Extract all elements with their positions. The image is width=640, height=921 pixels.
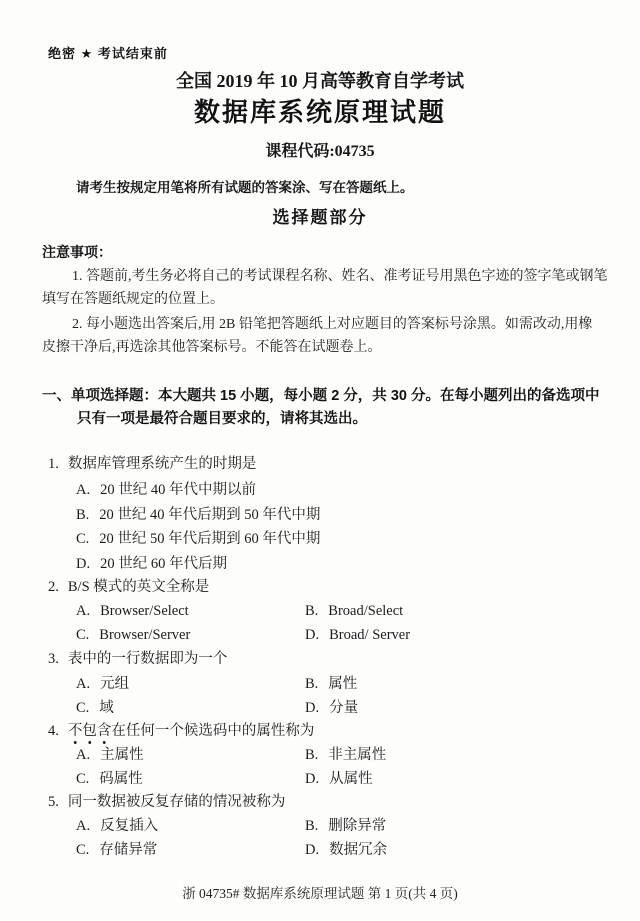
- question-1-stem: [48, 455, 256, 473]
- exam-session-title: 全国 2019 年 10 月高等教育自学考试: [176, 71, 464, 91]
- option-text: 分量: [329, 700, 359, 716]
- section-part-title: 选择题部分: [272, 208, 368, 227]
- security-classification-label: 绝密 ★ 考试结束前: [48, 46, 168, 61]
- question-stem-text: 在任何一个候选码中的属性称为: [111, 723, 315, 739]
- question-number: 5.: [48, 794, 59, 810]
- option-label: A.: [76, 603, 91, 619]
- option-text: Broad/ Server: [329, 627, 411, 643]
- question-5-stem: [48, 793, 285, 811]
- course-code: 课程代码:04735: [265, 143, 375, 160]
- question-2-option-d: [305, 626, 410, 644]
- option-text: 码属性: [99, 771, 143, 787]
- candidate-instruction: 请考生按规定用笔将所有试题的答案涂、写在答题纸上。: [76, 180, 414, 195]
- question-1-option-b: [76, 506, 320, 524]
- note-2-line-2: 皮擦干净后,再选涂其他答案标号。不能答在试题卷上。: [42, 340, 382, 355]
- question-stem-text: 同一数据被反复存储的情况被称为: [67, 794, 286, 810]
- option-text: 非主属性: [328, 747, 387, 763]
- question-5-option-a: [76, 817, 158, 835]
- option-label: D.: [76, 556, 91, 572]
- question-3-option-b: [305, 675, 357, 693]
- option-text: 主属性: [100, 747, 144, 763]
- question-2-option-a: [76, 602, 189, 620]
- section-one-heading-line-1: 一、单项选择题：本大题共 15 小题，每小题 2 分，共 30 分。在每小题列出的备选项中: [42, 388, 600, 404]
- option-text: 20 世纪 60 年代后期: [100, 556, 227, 572]
- question-5-option-d: [305, 841, 387, 859]
- question-stem-text: 数据库管理系统产生的时期是: [67, 456, 257, 472]
- note-1-line-2: 填写在答题纸规定的位置上。: [42, 292, 224, 307]
- notes-heading: 注意事项：: [42, 244, 112, 260]
- note-2-line-1: 2. 每小题选出答案后,用 2B 铅笔把答题纸上对应题目的答案标号涂黑。如需改动,用橡: [72, 317, 593, 332]
- option-label: C.: [76, 700, 90, 716]
- question-4-option-d: [305, 770, 373, 788]
- option-text: 数据冗余: [329, 842, 388, 858]
- option-label: C.: [76, 531, 90, 547]
- question-2-option-b: [305, 602, 403, 620]
- option-text: Broad/Select: [328, 603, 404, 619]
- question-4-stem: [48, 722, 314, 745]
- option-label: D.: [305, 842, 320, 858]
- option-label: D.: [305, 771, 320, 787]
- question-3-option-c: [76, 699, 114, 717]
- option-label: B.: [305, 676, 319, 692]
- question-5-option-b: [305, 817, 386, 835]
- question-stem-text: B/S 模式的英文全称是: [67, 579, 210, 595]
- question-number: 1.: [48, 456, 59, 472]
- option-text: Browser/Server: [99, 627, 191, 643]
- option-text: 元组: [100, 676, 130, 692]
- question-number: 4.: [48, 723, 59, 739]
- option-label: C.: [76, 627, 90, 643]
- page-footer: 浙 04735# 数据库系统原理试题 第 1 页(共 4 页): [182, 886, 458, 901]
- option-label: C.: [76, 842, 90, 858]
- option-label: B.: [305, 747, 319, 763]
- option-text: Browser/Select: [100, 603, 189, 619]
- option-label: C.: [76, 771, 90, 787]
- option-label: B.: [305, 818, 319, 834]
- option-label: D.: [305, 700, 320, 716]
- option-label: D.: [305, 627, 320, 643]
- question-5-option-c: [76, 841, 157, 859]
- question-2-option-c: [76, 626, 190, 644]
- question-1-option-a: [76, 481, 256, 499]
- option-label: B.: [305, 603, 319, 619]
- option-label: B.: [76, 507, 90, 523]
- option-text: 从属性: [329, 771, 373, 787]
- option-text: 20 世纪 40 年代后期到 50 年代中期: [99, 507, 321, 523]
- question-4-option-a: [76, 746, 144, 764]
- option-text: 删除异常: [328, 818, 387, 834]
- question-3-option-a: [76, 675, 129, 693]
- question-stem-text: 表中的一行数据即为一个: [67, 651, 228, 667]
- option-label: A.: [76, 482, 91, 498]
- option-text: 存储异常: [99, 842, 158, 858]
- question-number: 2.: [48, 579, 59, 595]
- question-2-stem: [48, 578, 209, 596]
- question-3-stem: [48, 650, 227, 668]
- option-text: 20 世纪 50 年代后期到 60 年代中期: [99, 531, 321, 547]
- note-1-line-1: 1. 答题前,考生务必将自己的考试课程名称、姓名、准考证号用黑色字迹的签字笔或钢笔: [72, 269, 608, 284]
- option-text: 反复插入: [100, 818, 159, 834]
- question-stem-emphasis: 不包含: [68, 722, 112, 745]
- option-label: A.: [76, 818, 91, 834]
- question-4-option-c: [76, 770, 143, 788]
- option-text: 属性: [328, 676, 358, 692]
- question-3-option-d: [305, 699, 358, 717]
- option-label: A.: [76, 676, 91, 692]
- option-text: 20 世纪 40 年代中期以前: [100, 482, 256, 498]
- question-1-option-c: [76, 530, 320, 548]
- option-label: A.: [76, 747, 91, 763]
- exam-title: 数据库系统原理试题: [193, 97, 446, 127]
- question-number: 3.: [48, 651, 59, 667]
- question-1-option-d: [76, 555, 227, 573]
- option-text: 域: [99, 700, 114, 716]
- question-4-option-b: [305, 746, 386, 764]
- section-one-heading-line-2: 只有一项是最符合题目要求的，请将其选出。: [77, 411, 367, 427]
